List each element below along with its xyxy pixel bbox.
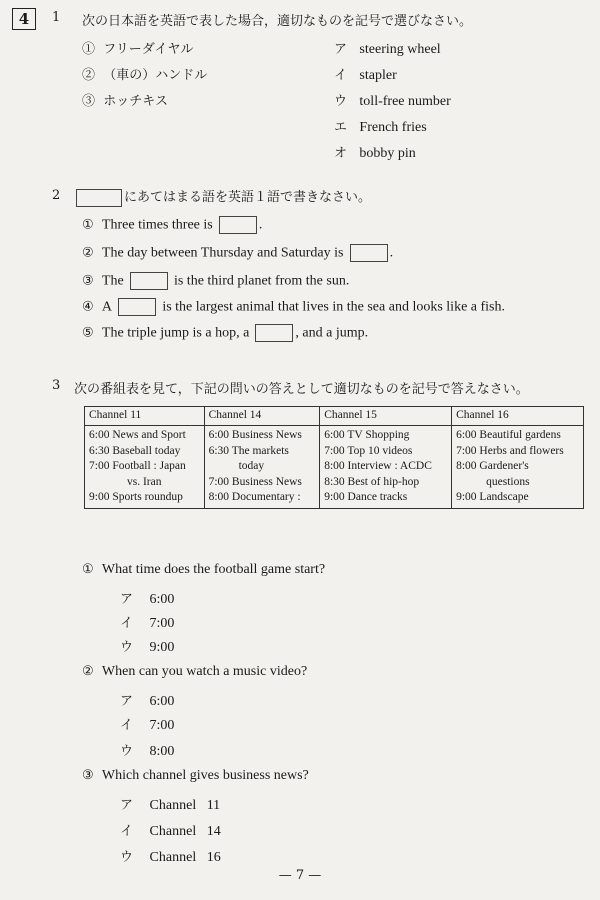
answer-blank[interactable]	[350, 244, 388, 262]
part1-instruction: 次の日本語を英語で表した場合，適切なものを記号で選びなさい。	[82, 14, 473, 29]
answer-option[interactable]: ウ Channel 16	[120, 850, 221, 865]
answer-option[interactable]: イ Channel 14	[120, 824, 221, 839]
part1-item: ① フリーダイヤル	[82, 42, 194, 57]
page-number: — 7 —	[278, 868, 322, 883]
part2-item: ② The day between Thursday and Saturday is .	[82, 245, 394, 261]
tv-schedule-table	[84, 406, 584, 509]
answer-blank	[76, 189, 122, 207]
question-number-box: 4	[12, 8, 36, 30]
part1-choice: エ French fries	[334, 120, 427, 135]
part1-choice: イ stapler	[334, 68, 397, 83]
answer-option[interactable]: ア Channel 11	[120, 798, 221, 813]
part3-number: 3	[52, 378, 61, 393]
channel-16-programs: 6:00 Beautiful gardens 7:00 Herbs and flowers 8:00 Gardener's questions 9:00 Landscape	[452, 426, 584, 509]
answer-option[interactable]: イ 7:00	[120, 718, 175, 733]
channel-header: Channel 14	[204, 407, 320, 426]
part1-item: ② （車の）ハンドル	[82, 68, 208, 83]
channel-header: Channel 11	[85, 407, 205, 426]
part1-item: ③ ホッチキス	[82, 94, 169, 109]
part2-item: ① Three times three is .	[82, 217, 263, 233]
answer-option[interactable]: イ 7:00	[120, 616, 175, 631]
channel-15-programs: 6:00 TV Shopping 7:00 Top 10 videos 8:00 Interview : ACDC 8:30 Best of hip-hop 9:00 Dance tracks	[320, 426, 452, 509]
part2-instruction: にあてはまる語を英語１語で書きなさい。	[74, 186, 371, 207]
channel-header: Channel 16	[452, 407, 584, 426]
answer-blank[interactable]	[130, 272, 168, 290]
channel-header: Channel 15	[320, 407, 452, 426]
part2-number: 2	[52, 188, 61, 203]
channel-11-programs: 6:00 News and Sport 6:30 Baseball today 7:00 Football : Japan vs. Iran 9:00 Sports roundup	[85, 426, 205, 509]
part3-question: ① What time does the football game start?	[82, 562, 326, 577]
channel-14-programs: 6:00 Business News 6:30 The markets today 7:00 Business News 8:00 Documentary :	[204, 426, 320, 509]
part1-number: 1	[52, 10, 61, 25]
part3-instruction: 次の番組表を見て，下記の問いの答えとして適切なものを記号で答えなさい。	[74, 382, 529, 397]
part3-question: ③ Which channel gives business news?	[82, 768, 309, 783]
answer-option[interactable]: ア 6:00	[120, 694, 175, 709]
answer-blank[interactable]	[118, 298, 156, 316]
answer-option[interactable]: ア 6:00	[120, 592, 175, 607]
answer-option[interactable]: ウ 8:00	[120, 744, 175, 759]
part1-choice: ウ toll-free number	[334, 94, 451, 109]
part2-item: ③ The is the third planet from the sun.	[82, 273, 350, 289]
part1-choice: オ bobby pin	[334, 146, 416, 161]
part3-question: ② When can you watch a music video?	[82, 664, 308, 679]
answer-option[interactable]: ウ 9:00	[120, 640, 175, 655]
part1-choice: ア steering wheel	[334, 42, 441, 57]
part2-item: ⑤ The triple jump is a hop, a , and a jump.	[82, 325, 369, 341]
answer-blank[interactable]	[219, 216, 257, 234]
answer-blank[interactable]	[255, 324, 293, 342]
part2-item: ④ A is the largest animal that lives in the sea and looks like a fish.	[82, 299, 505, 315]
